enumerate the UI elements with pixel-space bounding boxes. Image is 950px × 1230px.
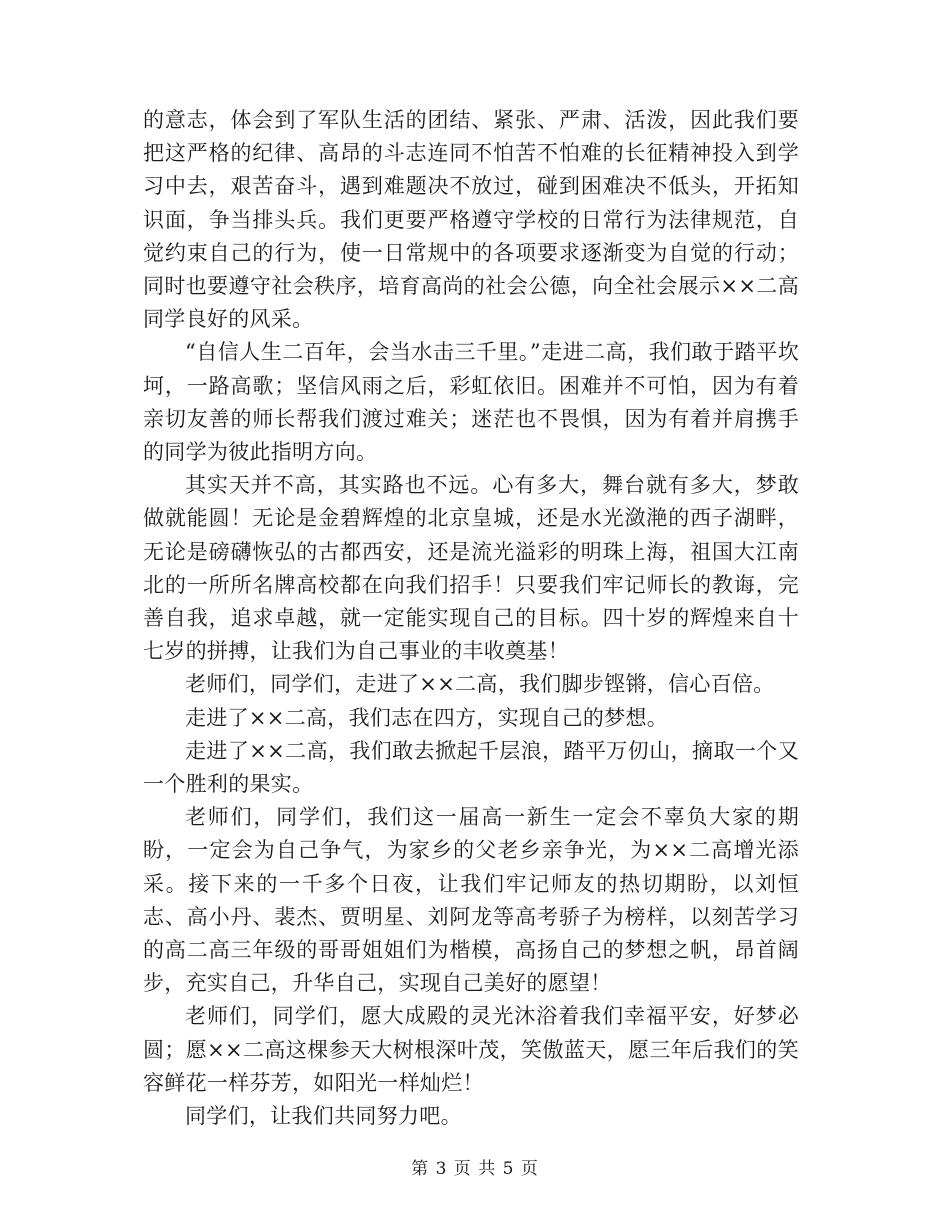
paragraph-8: 老师们，同学们，愿大成殿的灵光沐浴着我们幸福平安，好梦必圆；愿××二高这棵参天大树根深叶茂，笑傲蓝天，愿三年后我们的笑容鲜花一样芬芳，如阳光一样灿烂！: [143, 1004, 799, 1095]
paragraph-1: 的意志，体会到了军队生活的团结、紧张、严肃、活泼，因此我们要把这严格的纪律、高昂的斗志连同不怕苦不怕难的长征精神投入到学习中去，艰苦奋斗，遇到难题决不放过，碰到困难决不低头，开拓知识面，争当排头兵。我们更要严格遵守学校的日常行为法律规范，自觉约束自己的行为，使一日常规中的各项要求逐渐变为自觉的行动；同时也要遵守社会秩序，培育高尚的社会公德，向全社会展示××二高同学良好的风采。: [143, 108, 799, 332]
document-body: [143, 104, 799, 1133]
paragraph-9: 同学们，让我们共同努力吧。: [185, 1104, 462, 1129]
paragraph-2: “自信人生二百年，会当水击三千里。”走进二高，我们敢于踏平坎坷，一路高歌；坚信风雨之后，彩虹依旧。困难并不可怕，因为有着亲切友善的师长帮我们渡过难关；迷茫也不畏惧，因为有着并肩携手的同学为彼此指明方向。: [143, 340, 799, 465]
page-number-footer: 第 3 页 共 5 页: [411, 1159, 539, 1179]
paragraph-6: 走进了××二高，我们敢去掀起千层浪，踏平万仞山，摘取一个又一个胜利的果实。: [143, 738, 799, 797]
paragraph-4: 老师们，同学们，走进了××二高，我们脚步铿锵，信心百倍。: [185, 672, 775, 697]
paragraph-3: 其实天并不高，其实路也不远。心有多大，舞台就有多大，梦敢做就能圆！无论是金碧辉煌的北京皇城，还是水光潋滟的西子湖畔，无论是磅礴恢弘的古都西安，还是流光溢彩的明珠上海，祖国大江南北的一所所名牌高校都在向我们招手！只要我们牢记师长的教诲，完善自我，追求卓越，就一定能实现自己的目标。四十岁的辉煌来自十七岁的拼搏，让我们为自己事业的丰收奠基！: [143, 473, 799, 664]
paragraph-5: 走进了××二高，我们志在四方，实现自己的梦想。: [185, 705, 669, 730]
paragraph-7: 老师们，同学们，我们这一届高一新生一定会不辜负大家的期盼，一定会为自己争气，为家乡的父老乡亲争光，为××二高增光添采。接下来的一千多个日夜，让我们牢记师友的热切期盼，以刘恒志、高小丹、裴杰、贾明星、刘阿龙等高考骄子为榜样，以刻苦学习的高二高三年级的哥哥姐姐们为楷模，高扬自己的梦想之帆，昂首阔步，充实自己，升华自己，实现自己美好的愿望！: [143, 805, 799, 996]
